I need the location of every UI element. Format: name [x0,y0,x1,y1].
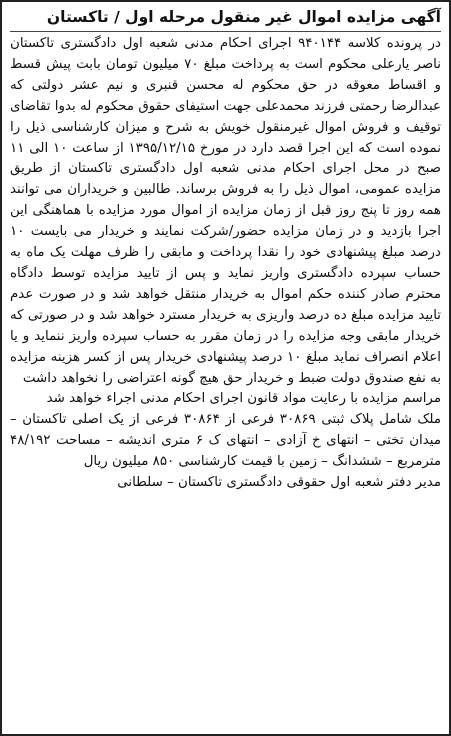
notice-paragraph-property: ملک شامل پلاک ثبتی ۳۰۸۶۹ فرعی از ۳۰۸۶۴ فرعی از یک اصلی تاکستان – میدان تختی – انتهای خ آزادی – انتهای ک ۶ متری اندیشه – مساحت ۴۸/۱۹۲ مترمربع – ششدانگ – زمین با قیمت کارشناسی ۸۵۰ میلیون ریال [10,412,441,470]
notice-body [10,34,441,494]
notice-paragraph-ceremony: مراسم مزایده با رعایت مواد قانون اجرای احکام مدنی اجراء خواهد شد [46,391,441,407]
notice-signature: مدیر دفتر شعبه اول حقوقی دادگستری تاکستان – سلطانی [117,475,441,491]
notice-title: آگهی مزایده اموال غیر منقول مرحله اول / تاکستان [10,6,441,32]
notice-paragraph-main: در پرونده کلاسه ۹۴۰۱۴۴ اجرای احکام مدنی شعبه اول دادگستری تاکستان ناصر یارعلی محکوم است به پرداخت مبلغ ۷۰ میلیون تومان بابت پیش قسط و اقساط معوقه در حق محکوم له محسن قنبری و نیم عشر دولتی که عبدالرضا رحمتی فرزند محمدعلی جهت استیفای حقوق محکوم له بدوا تقاضای توقیف و فروش اموال غیرمنقول خویش به شرح و میزان کارشناسی ذیل را نموده است که این اجرا قصد دارد در مورخ ۱۳۹۵/۱۲/۱۵ از ساعت ۱۰ الی ۱۱ صبح در محل اجرای احکام مدنی شعبه اول دادگستری تاکستان از طریق مزایده عمومی، اموال ذیل را به فروش برساند. طالبین و خریداران می توانند همه روز تا پنج روز قبل از زمان مزایده از اموال مورد مزایده با هماهنگی این اجرا بازدید و در زمان مزایده حضور/شرکت نمایند و خریدار می بایست ۱۰ درصد مبلغ پیشنهادی خود را نقدا پرداخت و مابقی را ظرف مهلت یک ماه به حساب سپرده دادگستری واریز نماید و پس از تایید مزایده توسط دادگاه محترم صادر کننده حکم اموال به خریدار منتقل خواهد شد و در صورت عدم تایید مزایده مبلغ ده درصد واریزی به خریدار مسترد خواهد شد و در صورتی که خریدار مابقی وجه مزایده را در زمان مقرر به حساب سپرده واریز ننماید و یا اعلام انصراف نماید مبلغ ۱۰ درصد پیشنهادی خریدار پس از کسر هزینه مزایده به نفع صندوق دولت ضبط و خریدار حق هیچ گونه اعتراضی را نخواهد داشت [10,36,441,386]
